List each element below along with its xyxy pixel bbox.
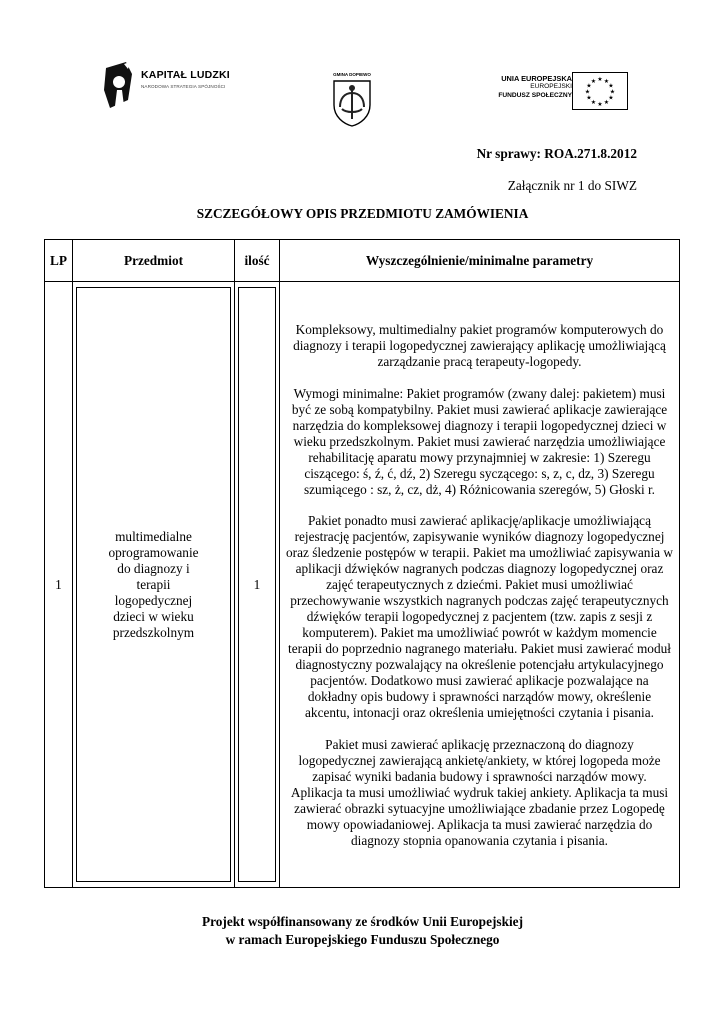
kapital-ludzki-logo	[104, 60, 244, 114]
subject-line: oprogramowanie	[108, 544, 199, 560]
svg-text:★: ★	[586, 94, 592, 102]
svg-text:★: ★	[597, 76, 603, 83]
eu-line-1: UNIA EUROPEJSKA	[501, 74, 572, 83]
row-parameters	[280, 282, 680, 888]
eu-line-3: FUNDUSZ SPOŁECZNY	[498, 91, 572, 99]
svg-text:★: ★	[608, 82, 614, 90]
specification-table	[44, 239, 680, 888]
parameters-paragraph: Wymogi minimalne: Pakiet programów (zwany dalej: pakietem) musi być ze sobą kompatybilny. Pakiet musi zawierać aplikacje zawierające narzędzia do kompleksowej diagnozy i terapii logopedycznej dzieci w wieku przedszkolnym. Pakiet musi zawierać narzędzia umożliwiające rehabilitację aparatu mowy przynajmniej w zakresie: 1) Szeregu ciszącego: ś, ź, ć, dź, 2) Szeregu syczącego: s, z, c, dz, 3) Szeregu szumiącego : sz, ż, cz, dż, 4) Różnicowania szeregów, 5) Głoski r.	[291, 385, 668, 497]
subject-line: przedszkolnym	[112, 624, 195, 640]
svg-text:★: ★	[590, 99, 597, 106]
kapital-ludzki-emblem	[104, 60, 134, 112]
eu-flag	[572, 72, 628, 110]
table-row	[45, 282, 680, 888]
kapital-ludzki-title: KAPITAŁ LUDZKI	[141, 69, 230, 81]
svg-text:★: ★	[603, 99, 610, 106]
case-number: Nr sprawy: ROA.271.8.2012	[476, 146, 637, 161]
svg-text:★: ★	[597, 101, 603, 108]
footer	[0, 913, 725, 949]
header-quantity: ilość	[235, 240, 280, 282]
svg-text:★: ★	[590, 78, 597, 85]
row-subject-cell	[73, 282, 235, 888]
subject-line: logopedycznej	[114, 592, 193, 608]
logo-bar	[0, 54, 725, 124]
svg-text:★: ★	[586, 82, 592, 90]
row-subject	[108, 529, 198, 641]
svg-text:★: ★	[584, 88, 591, 96]
row-quantity-cell	[235, 282, 280, 888]
table-header-row	[45, 240, 680, 282]
header-parameters: Wyszczególnienie/minimalne parametry	[280, 240, 680, 282]
eu-stars-icon	[573, 73, 627, 109]
svg-text:★: ★	[609, 88, 616, 96]
kapital-ludzki-subtitle: NARODOWA STRATEGIA SPÓJNOŚCI	[141, 84, 226, 89]
subject-line: terapii	[136, 576, 171, 592]
footer-line-2: w ramach Europejskiego Funduszu Społecznego	[225, 932, 500, 947]
eu-logo-text	[498, 75, 572, 100]
row-subject-box	[76, 287, 231, 882]
svg-text:★: ★	[608, 94, 614, 102]
parameters-paragraph: Pakiet ponadto musi zawierać aplikację/aplikacje umożliwiającą rejestrację pacjentów, zapisywanie wyników diagnozy logopedycznej oraz śledzenie postępów w terapii. Pakiet ma umożliwiać zapisywania w aplikacji dźwięków nagranych podczas diagnozy logopedycznej oraz zajęć terapeutycznych z dziećmi. Pakiet musi umożliwiać przechowywanie wszystkich nagranych podczas zajęć terapeutycznych dźwięków terapii logopedycznej z pacjentem (tzw. zapis z sesji z komputerem). Pakiet ma umożliwiać powrót w każdym momencie terapii do poprzednio nagranego materiału. Pakiet musi zawierać moduł diagnostyczny pozwalający na określenie potencjału artykulacyjnego pacjentów. Dodatkowo musi zawierać aplikacje pozwalające na dokładny opis budowy i sprawności narządów mowy, określenie akcentu, intonacji oraz określenia umiejętności czytania i pisania.	[286, 513, 673, 721]
eu-line-2: EUROPEJSKI	[530, 83, 572, 91]
svg-text:★: ★	[603, 78, 610, 85]
parameters-paragraph: Kompleksowy, multimedialny pakiet programów komputerowych do diagnozy i terapii logopedycznej zawierający aplikację umożliwiającą zarządzanie pracą terapeuty-logopedy.	[293, 321, 666, 369]
gmina-crest	[330, 72, 374, 132]
row-quantity: 1	[238, 287, 276, 882]
subject-line: do diagnozy i	[117, 560, 190, 576]
header-lp: LP	[45, 240, 73, 282]
subject-line: dzieci w wieku	[113, 608, 194, 624]
parameters-paragraph: Pakiet musi zawierać aplikację przeznaczoną do diagnozy logopedycznej zawierającą ankietę/ankiety, w której logopeda może zapisać wyniki badania budowy i sprawności narządów mowy. Aplikacja ta musi umożliwiać wydruk takiej ankiety. Aplikacja ta musi zawierać obrazki sytuacyjne umożliwiające zbadanie przez Logopedę mowy opowiadaniowej. Aplikacja ta musi zawierać narzędzia do diagnozy stopnia opanowania czytania i pisania.	[290, 737, 669, 849]
gmina-label: GMINA DOPIEWO	[333, 72, 371, 77]
subject-line: multimedialne	[115, 528, 192, 544]
attachment-label: Załącznik nr 1 do SIWZ	[507, 178, 637, 193]
eu-logo	[480, 72, 628, 112]
header-subject: Przedmiot	[73, 240, 235, 282]
footer-line-1: Projekt współfinansowany ze środków Unii Europejskiej	[201, 914, 523, 929]
crest-shield-icon	[332, 79, 372, 127]
document-title: SZCZEGÓŁOWY OPIS PRZEDMIOTU ZAMÓWIENIA	[196, 206, 529, 221]
row-lp: 1	[45, 282, 73, 888]
